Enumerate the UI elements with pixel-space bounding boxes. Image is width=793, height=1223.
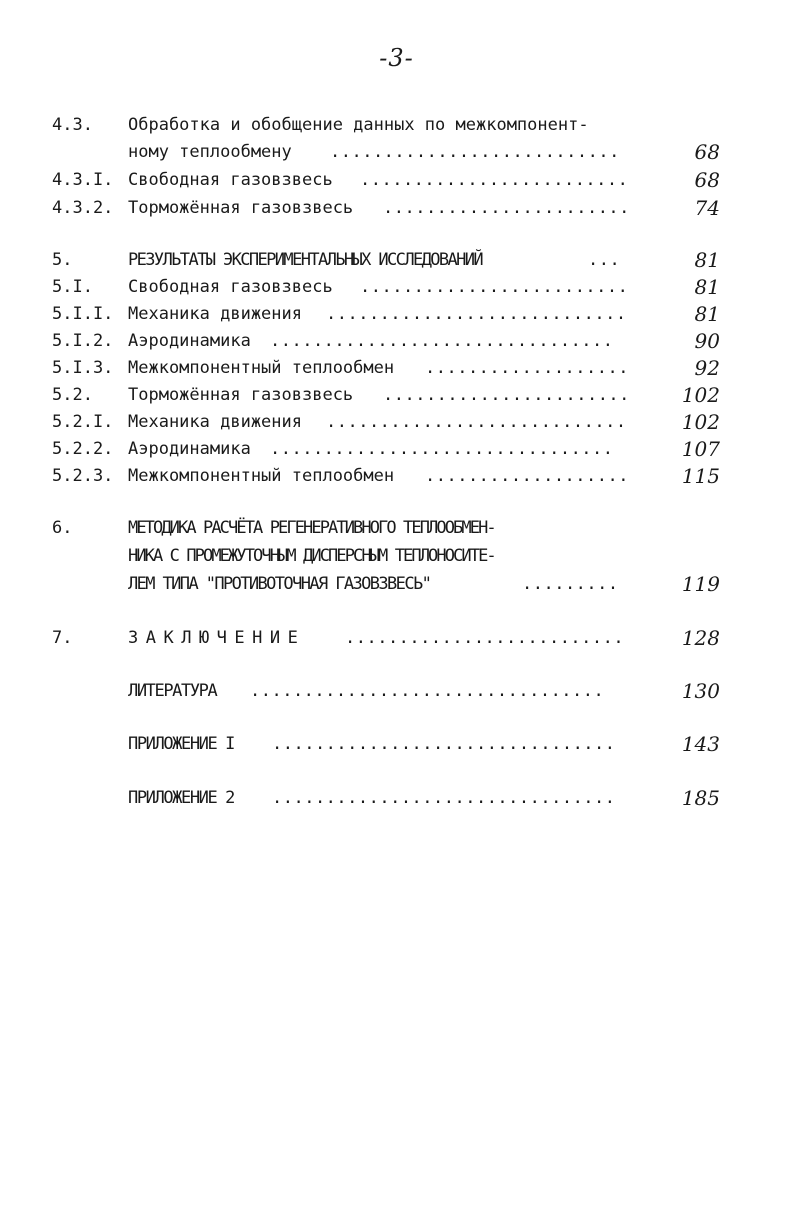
toc-title: ному теплообмену <box>128 142 292 162</box>
toc-title: Свободная газовзвесь <box>128 277 333 297</box>
toc-number: 4.3.2. <box>52 198 114 218</box>
toc-entry <box>0 247 793 274</box>
toc-leader-dots: ................................ <box>270 439 614 459</box>
toc-page: 81 <box>694 302 720 326</box>
toc-entry <box>0 436 793 463</box>
toc-entry <box>0 301 793 328</box>
toc-title: ПРИЛОЖЕНИЕ I <box>128 734 235 754</box>
toc-page: 185 <box>681 786 720 810</box>
toc-page: 128 <box>681 626 720 650</box>
toc-leader-dots: ........................... <box>330 142 620 162</box>
toc-leader-dots: ................................ <box>272 734 616 754</box>
toc-page: 143 <box>681 732 720 756</box>
toc-page: 130 <box>681 679 720 703</box>
toc-leader-dots: ................................ <box>270 331 614 351</box>
toc-title: НИКА С ПРОМЕЖУТОЧНЫМ ДИСПЕРСНЫМ ТЕПЛОНОСИТЕ- <box>128 546 495 566</box>
toc-title: ПРИЛОЖЕНИЕ 2 <box>128 788 235 808</box>
page-number: -3- <box>379 44 414 72</box>
toc-page: 92 <box>694 356 720 380</box>
toc-entry <box>0 678 793 705</box>
toc-leader-dots: ................................. <box>250 681 605 701</box>
toc-entry <box>0 409 793 436</box>
toc-title: Аэродинамика <box>128 439 251 459</box>
toc-leader-dots: ............................ <box>326 412 627 432</box>
toc-title: Торможённая газовзвесь <box>128 198 354 218</box>
toc-entry <box>0 785 793 812</box>
toc-page: 90 <box>694 329 720 353</box>
toc-page: 119 <box>681 572 720 596</box>
toc-entry <box>0 355 793 382</box>
toc-number: 5.I.2. <box>52 331 114 351</box>
toc-page: 81 <box>694 248 720 272</box>
toc-number: 5.I.3. <box>52 358 114 378</box>
toc-title: Механика движения <box>128 412 302 432</box>
toc-page: 68 <box>694 140 720 164</box>
toc-leader-dots: .......................... <box>345 628 625 648</box>
toc-number: 7. <box>52 628 73 648</box>
toc-title: МЕТОДИКА РАСЧЁТА РЕГЕНЕРАТИВНОГО ТЕПЛООБМЕН- <box>128 518 495 538</box>
toc-number: 5.2.3. <box>52 466 114 486</box>
toc-number: 6. <box>52 518 73 538</box>
toc-entry <box>0 139 793 166</box>
toc-number: 4.3.I. <box>52 170 114 190</box>
toc-title: РЕЗУЛЬТАТЫ ЭКСПЕРИМЕНТАЛЬНЫХ ИССЛЕДОВАНИЙ <box>128 250 483 270</box>
toc-page: 68 <box>694 168 720 192</box>
toc-leader-dots: ................... <box>425 358 629 378</box>
toc-leader-dots: ................... <box>425 466 629 486</box>
toc-title: Межкомпонентный теплообмен <box>128 466 395 486</box>
toc-entry <box>0 167 793 194</box>
toc-title: Аэродинамика <box>128 331 251 351</box>
toc-leader-dots: ................................ <box>272 788 616 808</box>
toc-leader-dots: ......................... <box>360 170 629 190</box>
toc-title: Обработка и обобщение данных по межкомпонент- <box>128 115 589 135</box>
toc-entry <box>0 625 793 652</box>
toc-number: 4.3. <box>52 115 93 135</box>
toc-entry <box>0 112 793 139</box>
toc-page: 74 <box>694 196 720 220</box>
toc-number: 5.I. <box>52 277 93 297</box>
toc-page: 107 <box>681 437 720 461</box>
toc-title: Межкомпонентный теплообмен <box>128 358 395 378</box>
toc-leader-dots: ............................ <box>326 304 627 324</box>
toc-entry <box>0 571 793 598</box>
toc-title: ЗАКЛЮЧЕНИЕ <box>128 628 306 648</box>
toc-entry <box>0 463 793 490</box>
toc-entry <box>0 731 793 758</box>
toc-page: 102 <box>681 410 720 434</box>
toc-entry <box>0 328 793 355</box>
toc-number: 5.I.I. <box>52 304 114 324</box>
toc-entry <box>0 195 793 222</box>
toc-leader-dots: ......................... <box>360 277 629 297</box>
toc-leader-dots: ....................... <box>383 385 630 405</box>
toc-page: 115 <box>681 464 720 488</box>
toc-entry <box>0 382 793 409</box>
toc-number: 5.2.2. <box>52 439 114 459</box>
toc-number: 5.2. <box>52 385 93 405</box>
toc-leader-dots: ......... <box>522 574 619 594</box>
toc-number: 5.2.I. <box>52 412 114 432</box>
toc-page: 102 <box>681 383 720 407</box>
toc-leader-dots: ....................... <box>383 198 630 218</box>
toc-title: Механика движения <box>128 304 302 324</box>
toc-entry <box>0 515 793 542</box>
toc-entry <box>0 274 793 301</box>
toc-title: ЛЕМ ТИПА "ПРОТИВОТОЧНАЯ ГАЗОВЗВЕСЬ" <box>128 574 431 594</box>
toc-page: 81 <box>694 275 720 299</box>
toc-number: 5. <box>52 250 73 270</box>
toc-leader-dots: ... <box>588 250 621 270</box>
toc-entry <box>0 543 793 570</box>
toc-title: Торможённая газовзвесь <box>128 385 354 405</box>
toc-title: Свободная газовзвесь <box>128 170 333 190</box>
toc-title: ЛИТЕРАТУРА <box>128 681 217 701</box>
